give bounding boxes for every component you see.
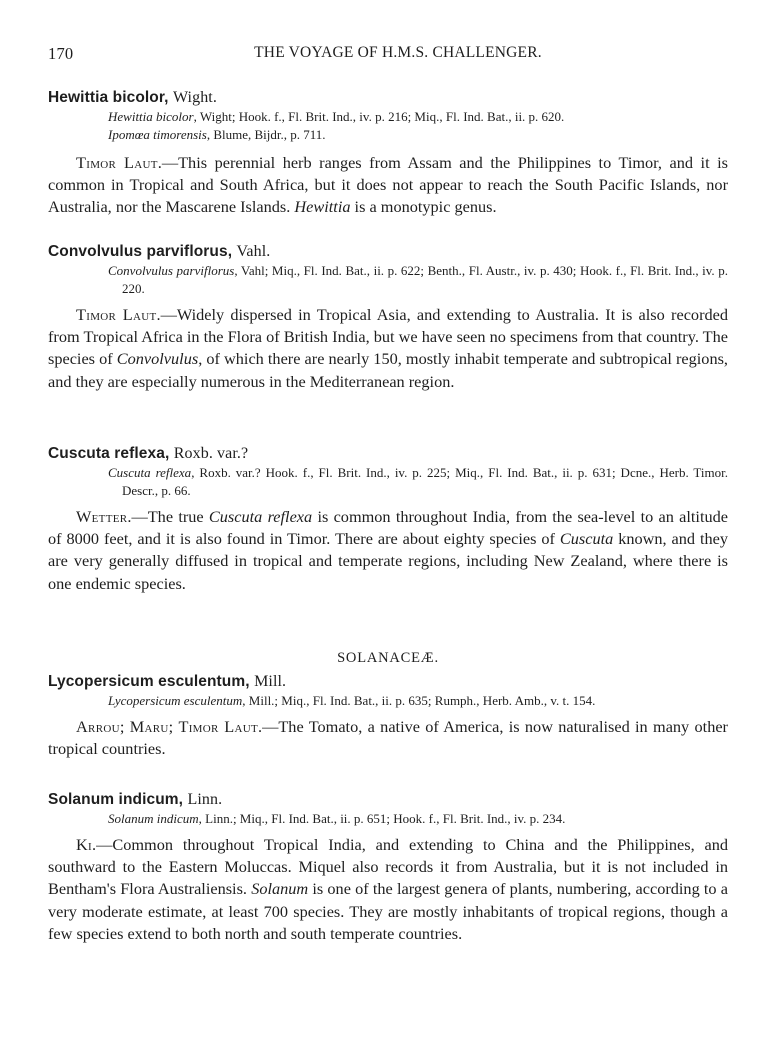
synonym-line: Ipomœa timorensis, Blume, Bijdr., p. 711. <box>108 127 326 142</box>
species-author: Vahl. <box>236 243 271 260</box>
species-author: Mill. <box>254 673 287 690</box>
page <box>48 44 728 943</box>
entry-text: Timor Laut.—Widely dispersed in Tropical Asia, and extending to Australia. It is also recorded from Tropical Africa in the Flora of British India, but we have seen no specimens from that country. The species of Convolvulus, of which there are nearly 150, mostly inhabit temperate and subtropical regions, and they are especially numerous in the Mediterranean region. <box>48 305 728 391</box>
species-name: Lycopersicum esculentum, <box>48 673 250 690</box>
species-author: Wight. <box>172 89 217 106</box>
species-name: Cuscuta reflexa, <box>48 445 170 462</box>
synonym-line: Cuscuta reflexa, Roxb. var.? Hook. f., Fl. Brit. Ind., iv. p. 225; Miq., Fl. Ind. Bat., ii. p. 631; Dcne., Herb. Timor. Descr., p. 66. <box>108 465 728 498</box>
running-title: THE VOYAGE OF H.M.S. CHALLENGER. <box>254 44 542 61</box>
species-heading <box>48 242 728 262</box>
entry-convolvulus-parviflorus <box>48 242 728 393</box>
entry-text: Wetter.—The true Cuscuta reflexa is common throughout India, from the sea-level to an altitude of 8000 feet, and it is also found in Timor. There are about eighty species of Cuscuta known, and they are very generally diffused in tropical and temperate regions, including New Zealand, where there is one endemic species. <box>48 507 728 593</box>
species-author: Roxb. var.? <box>173 445 249 462</box>
synonym-line: Lycopersicum esculentum, Mill.; Miq., Fl. Ind. Bat., ii. p. 635; Rumph., Herb. Amb., v. t. 154. <box>108 693 596 708</box>
species-heading <box>48 790 728 810</box>
entry-lycopersicum-esculentum <box>48 672 728 760</box>
species-name: Hewittia bicolor, <box>48 89 169 106</box>
page-number: 170 <box>48 44 74 63</box>
entry-cuscuta-reflexa <box>48 444 728 595</box>
entry-text: Ki.—Common throughout Tropical India, and extending to China and the Philippines, and southward to the Eastern Moluccas. Miquel also records it from Australia, but it is not included in Bentham's Flora Australiensis. Solanum is one of the largest genera of plants, numbering, according to a very moderate estimate, at least 700 species. They are mostly inhabitants of tropical regions, though a few species extend to both north and south temperate countries. <box>48 835 728 943</box>
synonym-line: Convolvulus parviflorus, Vahl; Miq., Fl. Ind. Bat., ii. p. 622; Benth., Fl. Austr., iv. p. 430; Hook. f., Fl. Brit. Ind., iv. p. 220. <box>108 263 728 296</box>
species-name: Solanum indicum, <box>48 791 184 808</box>
entry-solanum-indicum <box>48 790 728 945</box>
species-heading <box>48 444 728 464</box>
synonym-line: Solanum indicum, Linn.; Miq., Fl. Ind. Bat., ii. p. 651; Hook. f., Fl. Brit. Ind., iv. p. 234. <box>108 811 566 826</box>
species-author: Linn. <box>187 791 223 808</box>
species-name: Convolvulus parviflorus, <box>48 243 233 260</box>
species-heading <box>48 672 728 692</box>
page-header <box>48 44 728 66</box>
species-heading <box>48 88 728 108</box>
entry-text: Arrou; Maru; Timor Laut.—The Tomato, a native of America, is now naturalised in many other tropical countries. <box>48 717 728 759</box>
entry-hewittia-bicolor <box>48 88 728 219</box>
synonym-line: Hewittia bicolor, Wight; Hook. f., Fl. Brit. Ind., iv. p. 216; Miq., Fl. Ind. Bat., ii. p. 620. <box>108 109 565 124</box>
entry-text: Timor Laut.—This perennial herb ranges from Assam and the Philippines to Timor, and it is common in Tropical and South Africa, but it does not appear to reach the South Pacific Islands, nor Australia, nor the Mascarene Islands. Hewittia is a monotypic genus. <box>48 153 728 217</box>
section-heading: SOLANACEÆ. <box>337 650 439 666</box>
